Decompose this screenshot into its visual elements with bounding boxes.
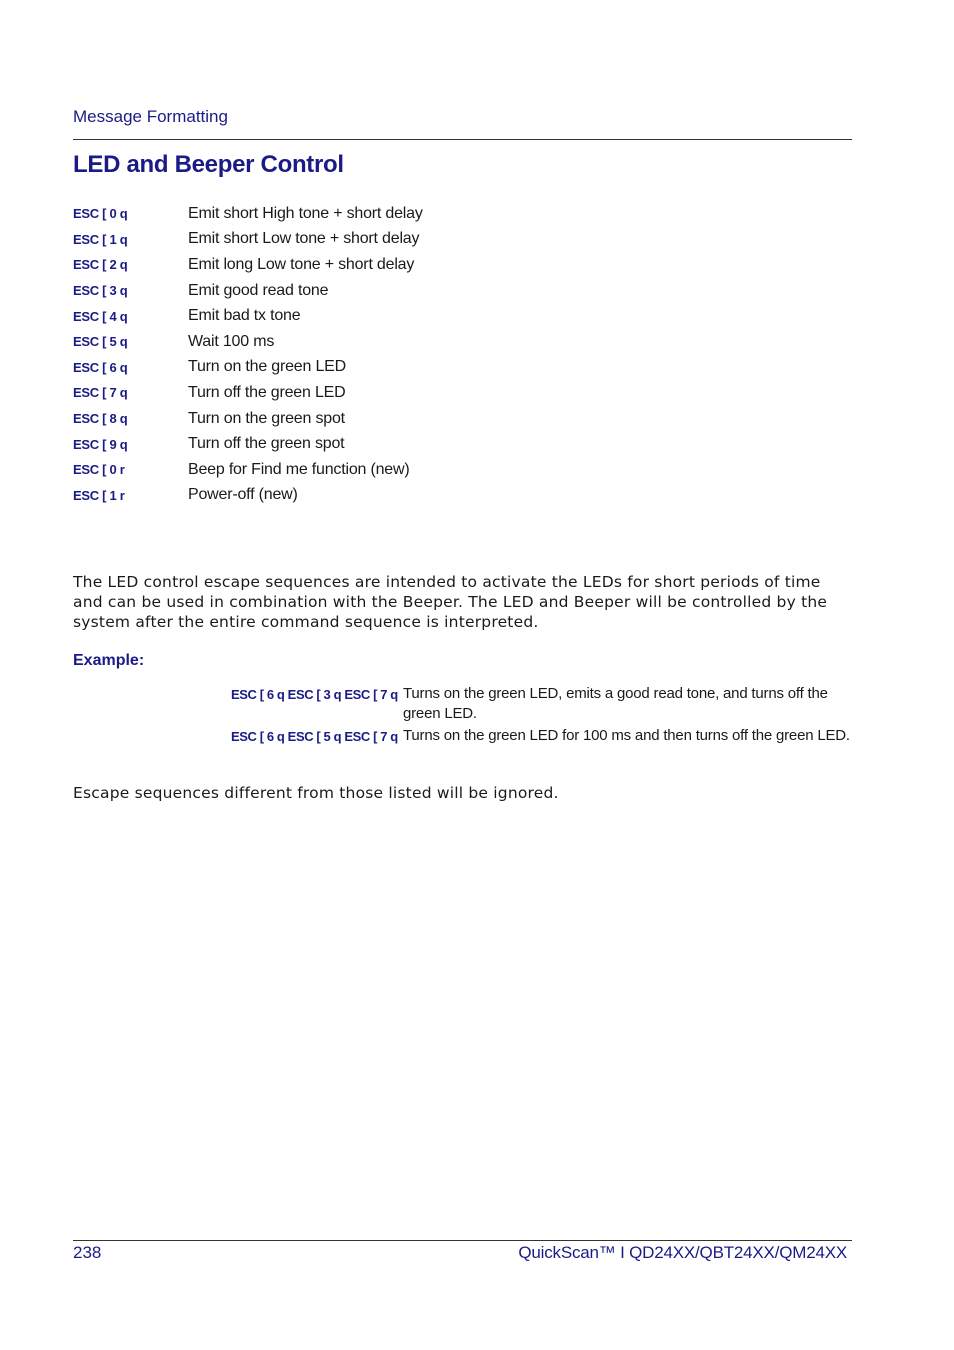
command-description: Power-off (new) (188, 486, 298, 504)
intro-paragraph: The LED control escape sequences are intended to activate the LEDs for short periods of time and can be used in combination with the Beeper. The LED and Beeper will be controlled by the system after the entire command sequence is interpreted. (73, 573, 828, 631)
command-row (73, 201, 633, 227)
command-description: Turn off the green spot (188, 435, 345, 453)
closing-paragraph: Escape sequences different from those listed will be ignored. (73, 784, 559, 802)
command-description: Emit good read tone (188, 281, 329, 299)
example-description: Turns on the green LED for 100 ms and then turns off the green LED. (403, 727, 850, 744)
command-code: ESC [ 1 q (73, 231, 128, 247)
command-description: Emit long Low tone + short delay (188, 255, 415, 273)
example-row (231, 684, 853, 724)
command-description: Emit short Low tone + short delay (188, 230, 420, 248)
footer-rule (73, 1240, 852, 1241)
command-row (73, 406, 633, 432)
command-description: Emit bad tx tone (188, 307, 301, 325)
command-row (73, 303, 633, 329)
command-code: ESC [ 7 q (73, 385, 128, 401)
header-rule (73, 139, 852, 140)
command-code: ESC [ 2 q (73, 257, 128, 273)
command-row (73, 355, 633, 381)
example-row (231, 726, 853, 746)
example-description: Turns on the green LED, emits a good read tone, and turns off the green LED. (403, 685, 828, 722)
section-header: Message Formatting (73, 107, 228, 126)
command-code: ESC [ 3 q (73, 283, 128, 299)
page-number: 238 (73, 1243, 102, 1262)
command-code: ESC [ 1 r (73, 487, 125, 503)
command-description: Turn on the green LED (188, 358, 346, 376)
command-code: ESC [ 6 q (73, 359, 128, 375)
command-row (73, 457, 633, 483)
command-code: ESC [ 9 q (73, 436, 128, 452)
command-description: Wait 100 ms (188, 332, 275, 350)
command-row (73, 380, 633, 406)
page-title: LED and Beeper Control (73, 151, 344, 178)
command-code: ESC [ 0 r (73, 462, 125, 478)
command-description: Turn off the green LED (188, 383, 346, 401)
command-description: Turn on the green spot (188, 409, 345, 427)
command-description: Beep for Find me function (new) (188, 460, 410, 478)
command-row (73, 483, 633, 509)
command-row (73, 252, 633, 278)
example-code: ESC [ 6 q ESC [ 5 q ESC [ 7 q (231, 729, 398, 744)
command-row (73, 431, 633, 457)
product-name: QuickScan™ I QD24XX/QBT24XX/QM24XX (518, 1243, 847, 1262)
command-row (73, 278, 633, 304)
example-code: ESC [ 6 q ESC [ 3 q ESC [ 7 q (231, 687, 398, 702)
example-label: Example: (73, 652, 145, 669)
command-code: ESC [ 4 q (73, 308, 128, 324)
command-list (73, 201, 633, 508)
command-row (73, 227, 633, 253)
command-code: ESC [ 0 q (73, 206, 128, 222)
command-description: Emit short High tone + short delay (188, 204, 423, 222)
command-code: ESC [ 5 q (73, 334, 128, 350)
command-row (73, 329, 633, 355)
command-code: ESC [ 8 q (73, 411, 128, 427)
